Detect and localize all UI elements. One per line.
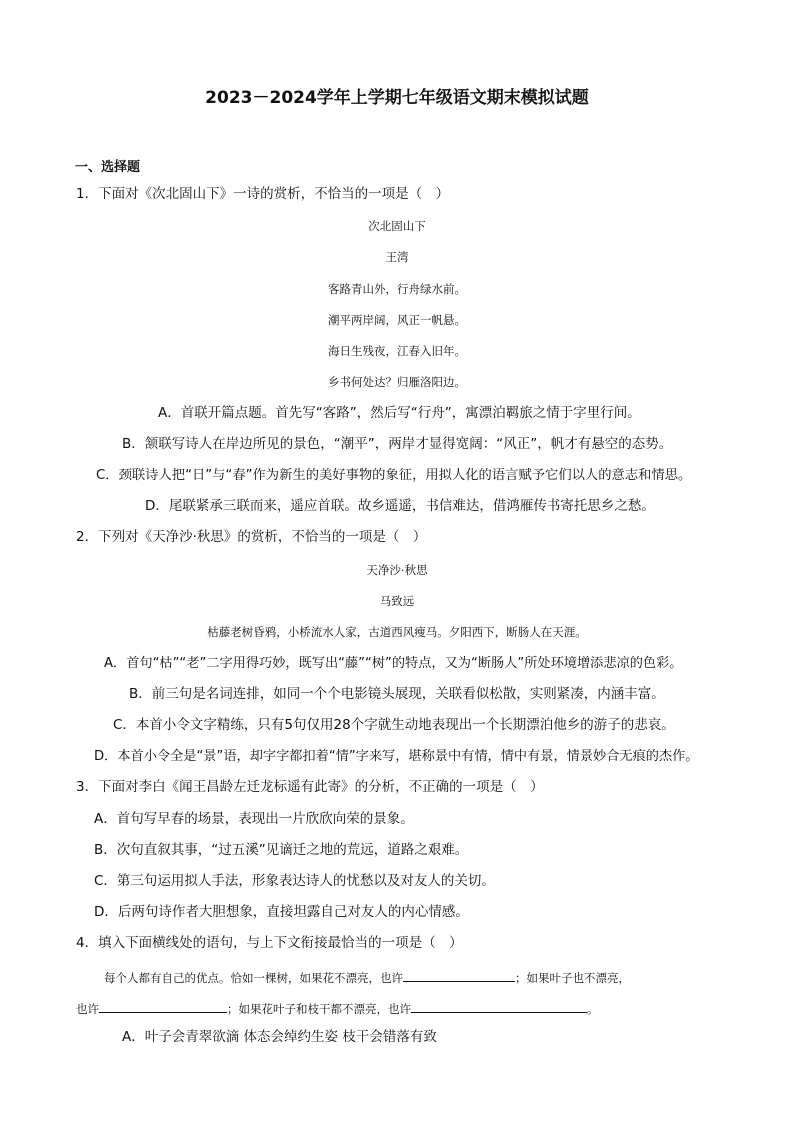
q1-poem-line: 潮平两岸阔，风正一帆悬。: [328, 313, 466, 327]
q2-option-c: C．本首小令文字精练，只有5句仅用28个字就生动地表现出一个长期漂泊他乡的游子的悲哀。: [113, 717, 675, 733]
q4-passage-text: 每个人都有自己的优点。恰如一棵树，如果花不漂亮，也许: [104, 971, 403, 985]
q2-option-d: D．本首小令全是“景”语，却字字都扣着“情”字来写，堪称景中有情，情中有景，情景妙合无痕的杰作。: [94, 749, 699, 764]
q2-poem-author: 马致远: [379, 594, 415, 608]
question-3-stem: 3．下面对李白《闻王昌龄左迁龙标遥有此寄》的分析，不正确的一项是（ ）: [76, 779, 544, 795]
q2-poem-line: 枯藤老树昏鸦，小桥流水人家，古道西风瘦马。夕阳西下，断肠人在天涯。: [207, 625, 587, 639]
q4-passage-text: ；如果叶子也不漂亮，: [515, 971, 630, 985]
q3-option-d: D．后两句诗作者大胆想象，直接坦露自己对友人的内心情感。: [94, 904, 469, 920]
q1-poem-author: 王湾: [385, 250, 409, 264]
q4-passage-text: 也许: [76, 1002, 99, 1016]
q1-poem-line: 海日生残夜，江春入旧年。: [328, 344, 466, 358]
q1-poem-line: 乡书何处达？归雁洛阳边。: [328, 375, 466, 389]
q1-poem-title: 次北固山下: [368, 219, 426, 233]
q2-poem-title: 天净沙·秋思: [366, 563, 428, 577]
question-4-stem: 4．填入下面横线处的语句，与上下文衔接最恰当的一项是（ ）: [76, 935, 463, 951]
q2-option-b: B．前三句是名词连排，如同一个个电影镜头展现，关联看似松散，实则紧凑，内涵丰富。: [129, 686, 665, 702]
q4-option-a: A．叶子会青翠欲滴 体态会绰约生姿 枝干会错落有致: [122, 1029, 437, 1045]
q4-passage-text: ；如果花叶子和枝干都不漂亮，也许: [227, 1002, 411, 1016]
q2-option-a: A．首句“枯”“老”二字用得巧妙，既写出“藤”“树”的特点，又为“断肠人”所处环境增添悲凉的色彩。: [104, 656, 683, 671]
q1-option-b: B．颔联写诗人在岸边所见的景色，“潮平”，两岸才显得宽阔：“风正”，帆才有悬空的态势。: [122, 436, 673, 452]
q3-option-b: B．次句直叙其事，“过五溪”见谪迁之地的荒远，道路之艰难。: [94, 842, 469, 858]
q3-option-c: C．第三句运用拟人手法，形象表达诗人的忧愁以及对友人的关切。: [94, 873, 495, 889]
q3-option-a: A．首句写早春的场景，表现出一片欣欣向荣的景象。: [94, 811, 414, 827]
q1-option-a: A．首联开篇点题。首先写“客路”，然后写“行舟”，寓漂泊羁旅之情于字里行间。: [158, 405, 641, 421]
q1-poem-line: 客路青山外，行舟绿水前。: [328, 282, 466, 296]
section-heading: 一、选择题: [75, 160, 141, 175]
q4-passage-line-2: [76, 1000, 599, 1016]
answer-blank-2: [99, 1000, 227, 1013]
q4-passage-text: 。: [587, 1002, 599, 1016]
q1-option-d: D．尾联紧承三联而来，遥应首联。故乡遥遥，书信难达，借鸿雁传书寄托思乡之愁。: [145, 498, 655, 514]
page-title: 2023－2024学年上学期七年级语文期末模拟试题: [205, 88, 589, 108]
q1-option-c: C．颈联诗人把“日”与“春”作为新生的美好事物的象征，用拟人化的语言赋予它们以人的意志和情思。: [96, 468, 692, 483]
question-2-stem: 2．下列对《天净沙·秋思》的赏析，不恰当的一项是（ ）: [76, 529, 427, 545]
q4-passage-line-1: [104, 969, 630, 985]
answer-blank-1: [403, 969, 515, 982]
question-1-stem: 1．下面对《次北固山下》一诗的赏析，不恰当的一项是（ ）: [76, 186, 450, 202]
answer-blank-3: [411, 1000, 587, 1013]
